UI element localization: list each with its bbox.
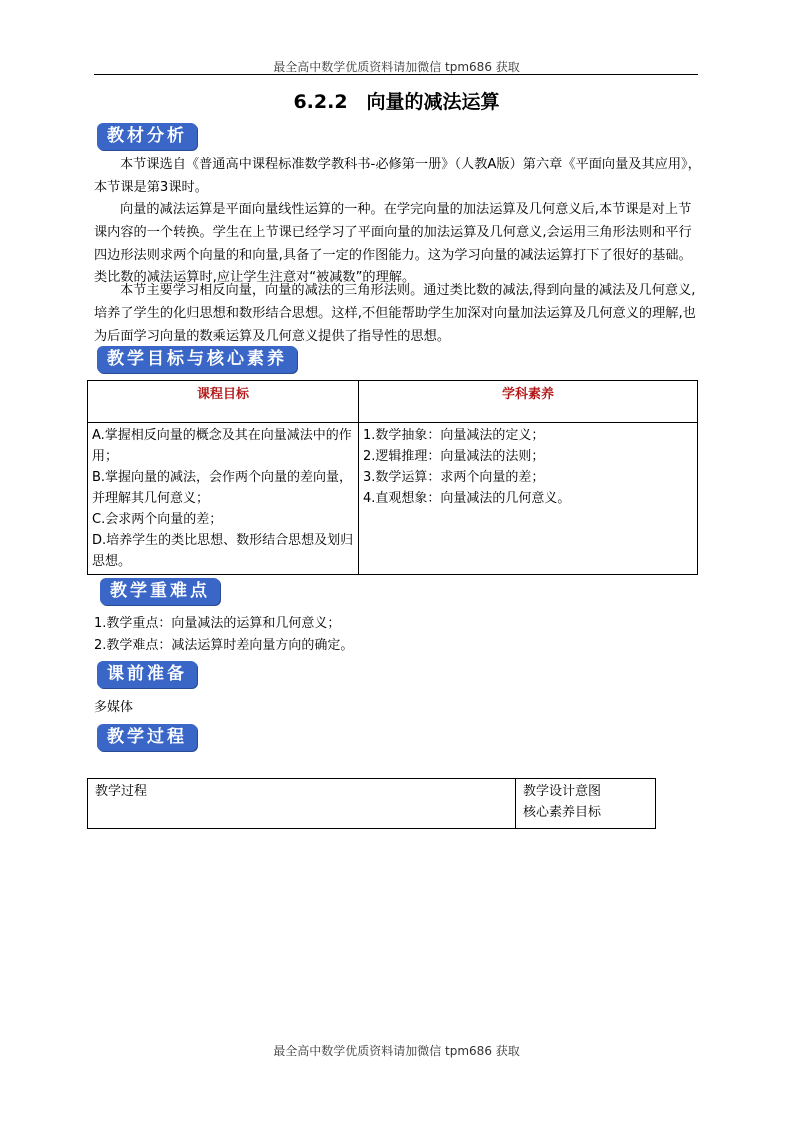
section-badge-keypoints: 教学重难点 bbox=[100, 578, 220, 605]
section-badge-prep: 课前准备 bbox=[97, 661, 197, 688]
literacy-item: 2.逻辑推理：向量减法的法则； bbox=[363, 449, 545, 464]
course-goal-item: C.会求两个向量的差； bbox=[92, 512, 223, 527]
analysis-paragraph-1: 本节课选自《普通高中课程标准数学教科书-必修第一册》（人教A版）第六章《平面向量及其应用》，本节课是第3课时。 bbox=[94, 157, 701, 195]
keypoint-line: 1.教学重点：向量减法的运算和几何意义； bbox=[94, 616, 341, 631]
keypoint-line: 2.教学难点：减法运算时差向量方向的确定。 bbox=[94, 638, 354, 653]
section-badge-analysis: 教材分析 bbox=[97, 123, 197, 150]
process-col-process: 教学过程 bbox=[88, 779, 516, 829]
literacy-item: 4.直观想象：向量减法的几何意义。 bbox=[363, 491, 571, 506]
process-table bbox=[87, 778, 656, 829]
page-title: 6.2.2 向量的减法运算 bbox=[293, 91, 500, 113]
course-goal-item: A.掌握相反向量的概念及其在向量减法中的作用； bbox=[92, 428, 352, 464]
goals-header-literacy: 学科素养 bbox=[359, 381, 698, 423]
course-goals-cell bbox=[88, 423, 359, 575]
page-header: 最全高中数学优质资料请加微信 tpm686 获取 bbox=[273, 60, 520, 74]
design-intent-label: 教学设计意图 bbox=[523, 784, 602, 799]
course-goal-item: D.培养学生的类比思想、数形结合思想及划归思想。 bbox=[92, 533, 354, 569]
prep-text: 多媒体 bbox=[94, 700, 134, 715]
literacy-item: 3.数学运算：求两个向量的差； bbox=[363, 470, 545, 485]
section-badge-process: 教学过程 bbox=[97, 724, 197, 751]
literacy-item: 1.数学抽象：向量减法的定义； bbox=[363, 428, 545, 443]
header-divider bbox=[94, 74, 698, 75]
literacy-cell bbox=[359, 423, 698, 575]
page-footer: 最全高中数学优质资料请加微信 tpm686 获取 bbox=[273, 1044, 520, 1058]
process-col-design bbox=[516, 779, 656, 829]
goals-header-course: 课程目标 bbox=[88, 381, 359, 423]
goals-table bbox=[87, 380, 698, 575]
course-goal-item: B.掌握向量的减法，会作两个向量的差向量，并理解其几何意义； bbox=[92, 470, 353, 506]
analysis-paragraph-2: 向量的减法运算是平面向量线性运算的一种。在学完向量的加法运算及几何意义后,本节课是对上节课内容的一个转换。学生在上节课已经学习了平面向量的加法运算及几何意义,会运用三角形法则和平行四边形法则求两个向量的和向量,具备了一定的作图能力。这为学习向量的减法运算打下了很好的基础。类比数的减法运算时,应让学生注意对“被减数”的理解。 bbox=[94, 202, 692, 286]
section-badge-goals: 教学目标与核心素养 bbox=[97, 346, 297, 373]
analysis-paragraph-3: 本节主要学习相反向量，向量的减法的三角形法则。通过类比数的减法,得到向量的减法及几何意义,培养了学生的化归思想和数形结合思想。这样,不但能帮助学生加深对向量加法运算及几何意义的理解,也为后面学习向量的数乘运算及几何意义提供了指导性的思想。 bbox=[94, 283, 696, 344]
core-literacy-label: 核心素养目标 bbox=[523, 805, 602, 820]
